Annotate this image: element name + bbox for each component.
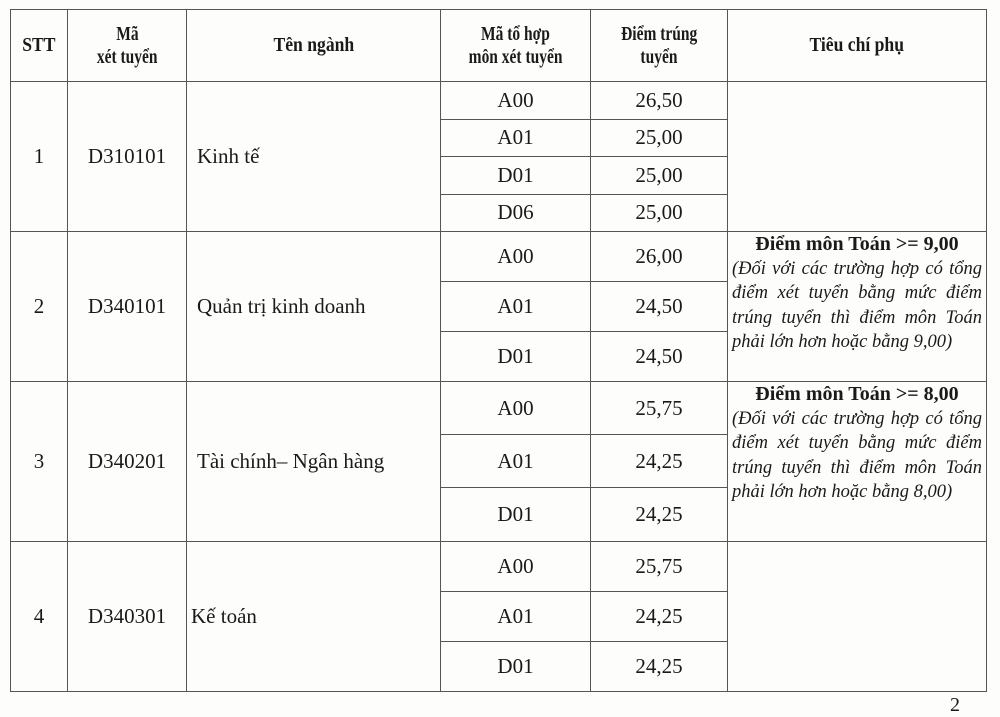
criteria-cell [728,82,987,232]
header-score: Điểm trúng tuyển [591,10,728,82]
score-cell: 24,25 [591,435,728,488]
page-number: 2 [950,694,960,716]
table-row [11,232,987,282]
combo-cell: A01 [441,282,591,332]
combo-cell: A00 [441,542,591,592]
score-cell: 24,25 [591,642,728,692]
code-cell: D340301 [68,542,187,692]
header-stt: STT [11,10,68,82]
combo-cell: D01 [441,642,591,692]
table-row [11,382,987,435]
score-cell: 25,00 [591,157,728,195]
criteria-title: Điểm môn Toán >= 9,00 [755,233,959,255]
criteria-note: (Đối với các trường hợp có tổng điểm xét tuyển bằng mức điểm trúng tuyển thì điểm môn Toán phải lớn hơn hoặc bằng 9,00) [732,258,982,352]
combo-cell: A01 [441,119,591,157]
combo-cell: D06 [441,194,591,232]
criteria-cell [728,542,987,692]
combo-cell: A00 [441,82,591,120]
header-code: Mã xét tuyển [68,10,187,82]
combo-cell: A01 [441,435,591,488]
table-row [11,542,987,592]
criteria-note: (Đối với các trường hợp có tổng điểm xét tuyển bằng mức điểm trúng tuyển thì điểm môn Toán phải lớn hơn hoặc bằng 8,00) [732,408,982,502]
combo-cell: D01 [441,332,591,382]
table-row [11,82,987,120]
name-cell: Kế toán [187,542,441,692]
score-cell: 25,75 [591,382,728,435]
header-combo: Mã tổ hợp môn xét tuyển [441,10,591,82]
score-cell: 24,50 [591,332,728,382]
header-criteria: Tiêu chí phụ [728,10,987,82]
combo-cell: A01 [441,592,591,642]
name-cell: Quản trị kinh doanh [187,232,441,382]
criteria-title: Điểm môn Toán >= 8,00 [755,383,959,405]
score-cell: 25,00 [591,119,728,157]
score-cell: 24,25 [591,488,728,542]
combo-cell: A00 [441,382,591,435]
combo-cell: D01 [441,488,591,542]
code-cell: D310101 [68,82,187,232]
score-cell: 25,00 [591,194,728,232]
stt-cell: 3 [11,382,68,542]
score-cell: 24,25 [591,592,728,642]
stt-cell: 2 [11,232,68,382]
score-cell: 26,50 [591,82,728,120]
score-cell: 25,75 [591,542,728,592]
score-cell: 26,00 [591,232,728,282]
code-cell: D340201 [68,382,187,542]
score-cell: 24,50 [591,282,728,332]
name-cell: Tài chính– Ngân hàng [187,382,441,542]
header-row [11,10,987,82]
criteria-cell [728,232,987,382]
code-cell: D340101 [68,232,187,382]
criteria-cell [728,382,987,542]
combo-cell: D01 [441,157,591,195]
combo-cell: A00 [441,232,591,282]
stt-cell: 1 [11,82,68,232]
header-name: Tên ngành [187,10,441,82]
name-cell: Kinh tế [187,82,441,232]
admission-scores-table [10,9,987,692]
stt-cell: 4 [11,542,68,692]
